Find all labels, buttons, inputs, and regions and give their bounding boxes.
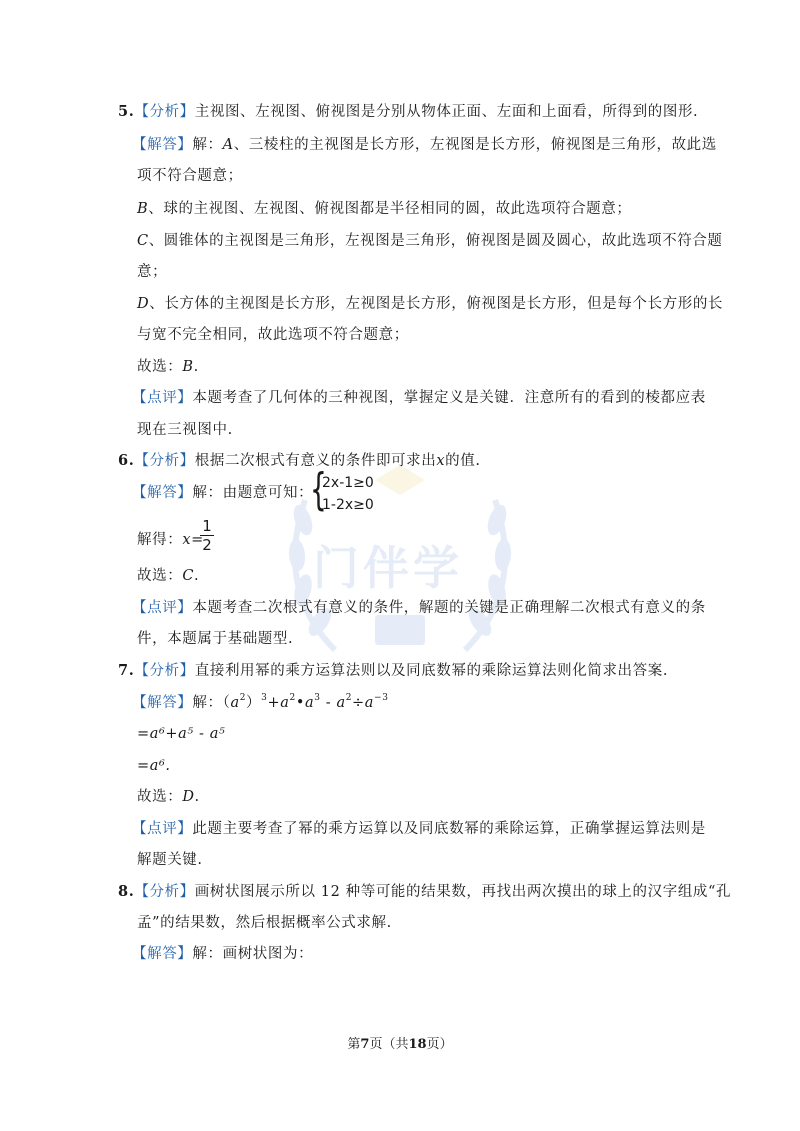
answer-text: 解：由题意可知： [192, 485, 314, 501]
answer-tag: 【解答】 [132, 485, 193, 501]
page-footer [0, 1033, 800, 1052]
choice-prefix: 故选： [137, 789, 183, 805]
answer-tag: 【解答】 [132, 695, 193, 711]
watermark-logo [265, 440, 535, 670]
choice-answer: C [182, 568, 195, 584]
fraction [200, 518, 214, 553]
answer-prefix: 解： [192, 695, 223, 711]
question-number: 5. [118, 103, 135, 120]
variable: x [182, 532, 192, 548]
q5-analysis-line [118, 102, 698, 122]
inequality-system [310, 464, 400, 518]
q5-option-c [137, 231, 723, 251]
comment-text: 现在三视图中. [137, 422, 233, 438]
q5-option-d-cont [137, 325, 409, 345]
answer-tag: 【解答】 [132, 137, 193, 153]
page-total: 18 [408, 1037, 427, 1052]
option-letter: D [137, 296, 150, 312]
option-letter: B [137, 201, 149, 217]
question-number: 6. [118, 452, 135, 469]
footer-text: 页） [426, 1037, 453, 1052]
question-number: 8. [118, 883, 135, 900]
q5-option-b [137, 199, 631, 219]
q7-analysis-line [118, 661, 668, 681]
comment-text: 本题考查二次根式有意义的条件，解题的关键是正确理解二次根式有意义的条 [192, 600, 706, 616]
fraction-numerator: 1 [202, 517, 212, 535]
choice-answer: B [182, 359, 194, 375]
comment-tag: 【点评】 [132, 600, 193, 616]
q6-solution-line [137, 530, 204, 550]
analysis-tag: 【分析】 [134, 104, 195, 120]
q5-option-d [137, 294, 723, 314]
q5-choice [137, 357, 199, 377]
inequality-row-2: 1-2x≥0 [322, 497, 374, 513]
analysis-text: 主视图、左视图、俯视图是分别从物体正面、左面和上面看，所得到的图形. [194, 104, 699, 120]
choice-period: . [193, 359, 199, 375]
option-text: 与宽不完全相同，故此选项不符合题意； [137, 327, 409, 343]
comment-text: 此题主要考查了幂的乘方运算以及同底数幂的乘除运算，正确掌握运算法则是 [192, 821, 706, 837]
q5-option-c-cont [137, 262, 167, 282]
q6-comment-line-2 [137, 629, 293, 649]
choice-prefix: 故选： [137, 359, 183, 375]
comment-text: 解题关键. [137, 852, 203, 868]
footer-text: 第 [347, 1037, 361, 1052]
inequality-row-1: 2x-1≥0 [322, 475, 374, 491]
choice-answer: D [182, 789, 195, 805]
expression: $(a^2)^3+a^2•a^3 - a^2\div a^{-3}$ [222, 693, 389, 711]
q5-comment-line-1 [132, 388, 706, 408]
q7-comment-line-1 [132, 819, 706, 839]
comment-tag: 【点评】 [132, 390, 193, 406]
q5-answer-line-1 [132, 135, 717, 155]
variable: x [436, 453, 446, 469]
comment-text: 件，本题属于基础题型. [137, 631, 294, 647]
analysis-text: 根据二次根式有意义的条件即可求出 [194, 453, 437, 469]
q6-analysis-line [118, 451, 481, 471]
option-letter: C [137, 233, 149, 249]
q8-analysis-line-2 [137, 913, 392, 933]
choice-period: . [194, 568, 200, 584]
option-text: 、长方体的主视图是长方形，左视图是长方形，俯视图是长方形，但是每个长方形的长 [149, 296, 724, 312]
option-text: 意； [137, 264, 168, 280]
option-letter: A [222, 137, 234, 153]
question-number: 7. [118, 662, 135, 679]
choice-prefix: 故选： [137, 568, 183, 584]
q7-choice [137, 787, 200, 807]
analysis-text: 直接利用幂的乘方运算法则以及同底数幂的乘除运算法则化简求出答案. [194, 663, 669, 679]
choice-period: . [194, 789, 200, 805]
footer-text: 页（共 [369, 1037, 409, 1052]
q6-answer-line [132, 483, 313, 503]
analysis-text: 孟”的结果数，然后根据概率公式求解. [137, 915, 392, 931]
option-text: 、球的主视图、左视图、俯视图都是半径相同的圆，故此选项符合题意； [148, 201, 632, 217]
answer-text: 、三棱柱的主视图是长方形，左视图是长方形，俯视图是三角形，故此选 [233, 137, 717, 153]
option-text: 、圆锥体的主视图是三角形，左视图是三角形，俯视图是圆及圆心，故此选项不符合题 [148, 233, 723, 249]
analysis-tag: 【分析】 [134, 453, 195, 469]
q8-answer-line [132, 944, 313, 964]
answer-text: 项不符合题意； [137, 168, 243, 184]
q7-step-1: =a⁶+a⁵ - a⁵ [137, 726, 226, 742]
fraction-denominator: 2 [202, 536, 212, 554]
q5-comment-line-2 [137, 420, 233, 440]
q6-choice [137, 566, 199, 586]
page-number: 7 [360, 1037, 370, 1052]
brace-icon: { [310, 464, 327, 515]
q6-comment-line-1 [132, 598, 706, 618]
q5-answer-line-2 [137, 166, 243, 186]
q7-comment-line-2 [137, 850, 203, 870]
answer-tag: 【解答】 [132, 946, 193, 962]
watermark-text: 门伴学 [313, 541, 463, 595]
comment-text: 本题考查了几何体的三种视图，掌握定义是关键．注意所有的看到的棱都应表 [192, 390, 706, 406]
analysis-text: 画树状图展示所以 12 种等可能的结果数，再找出两次摸出的球上的汉字组成“孔 [194, 884, 732, 900]
equals-sign: = [191, 532, 204, 548]
comment-tag: 【点评】 [132, 821, 193, 837]
analysis-tag: 【分析】 [134, 663, 195, 679]
q7-answer-line [132, 693, 389, 713]
analysis-text: 的值. [445, 453, 481, 469]
answer-prefix: 解： [192, 137, 223, 153]
answer-text: 解：画树状图为： [192, 946, 314, 962]
analysis-tag: 【分析】 [134, 884, 195, 900]
q8-analysis-line-1 [118, 882, 731, 902]
q7-step-2: =a⁶. [137, 758, 171, 774]
solution-prefix: 解得： [137, 532, 183, 548]
